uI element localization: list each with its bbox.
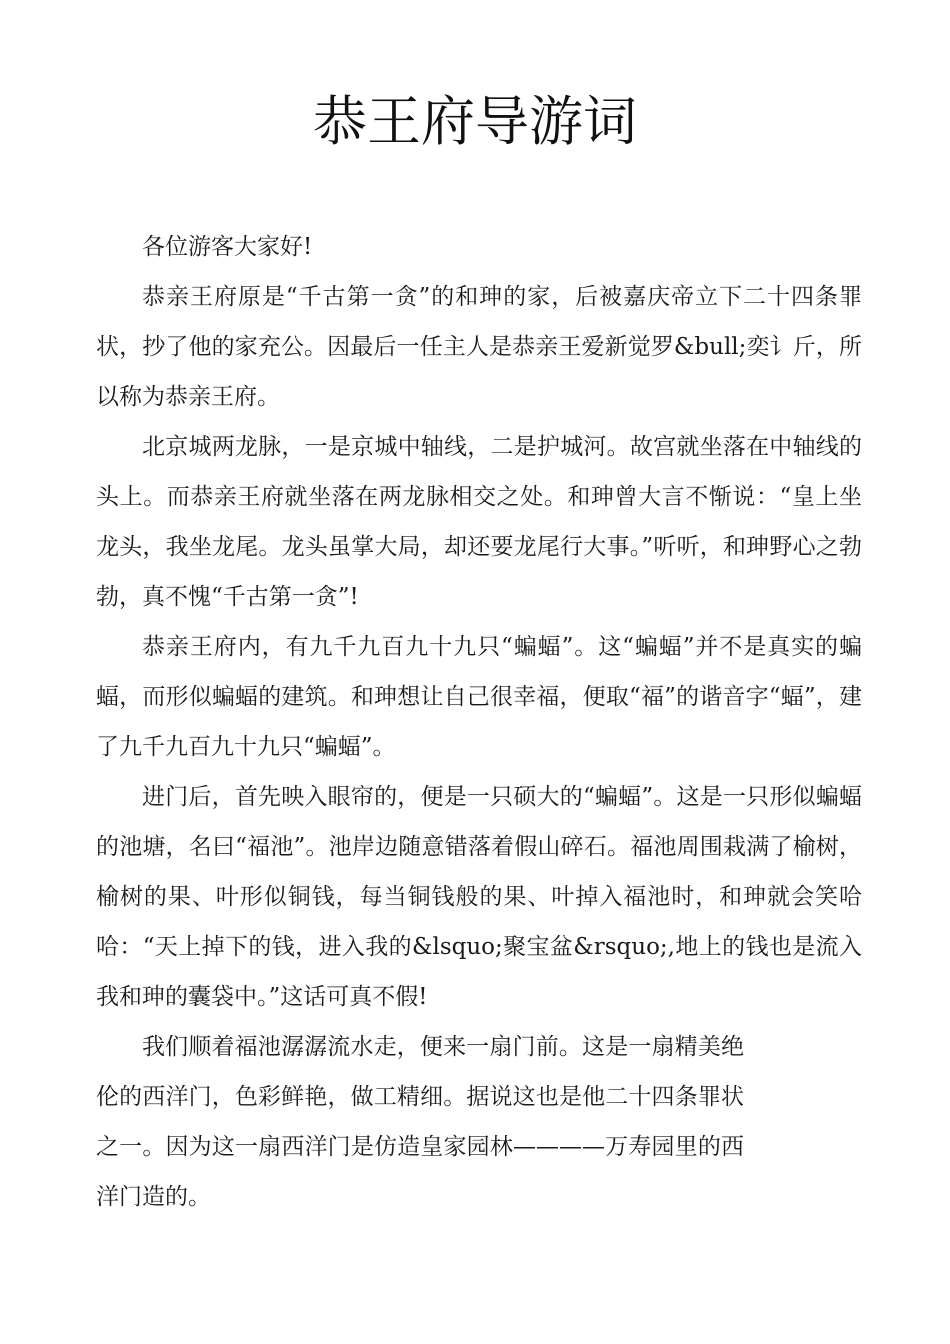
paragraph-dragon-veins: 北京城两龙脉，一是京城中轴线，二是护城河。故宫就坐落在中轴线的头上。而恭亲王府就坐落在两龙脉相交之处。和珅曾大言不惭说：“皇上坐龙头，我坐龙尾。龙头虽掌大局，却还要龙尾行大事。”听听，和珅野心之勃勃，真不愧“千古第一贪”! xyxy=(96,434,862,610)
document-title: 恭王府导游词 xyxy=(313,90,637,153)
paragraph-fortune-pond: 进门后，首先映入眼帘的，便是一只硕大的“蝙蝠”。这是一只形似蝙蝠的池塘，名曰“福池”。池岸边随意错落着假山碎石。福池周围栽满了榆树，榆树的果、叶形似铜钱，每当铜钱般的果、叶掉入福池时，和珅就会笑哈哈：“天上掉下的钱，进入我的&lsquo;聚宝盆&rsquo;,地上的钱也是流入我和珅的囊袋中。”这话可真不假! xyxy=(96,784,862,1010)
paragraph-bats: 恭亲王府内，有九千九百九十九只“蝙蝠”。这“蝙蝠”并不是真实的蝙蝠，而形似蝙蝠的建筑。和珅想让自己很幸福，便取“福”的谐音字“蝠”，建了九千九百九十九只“蝙蝠”。 xyxy=(96,634,862,760)
document-body xyxy=(96,222,862,1222)
paragraph-western-gate: 我们顺着福池潺潺流水走，便来一扇门前。这是一扇精美绝伦的西洋门，色彩鲜艳，做工精细。据说这也是他二十四条罪状之一。因为这一扇西洋门是仿造皇家园林————万寿园里的西洋门造的。 xyxy=(96,1034,744,1210)
paragraph-history: 恭亲王府原是“千古第一贪”的和珅的家，后被嘉庆帝立下二十四条罪状，抄了他的家充公。因最后一任主人是恭亲王爱新觉罗&bull;奕讠斤，所以称为恭亲王府。 xyxy=(96,284,862,410)
paragraph-greeting: 各位游客大家好! xyxy=(142,234,313,260)
